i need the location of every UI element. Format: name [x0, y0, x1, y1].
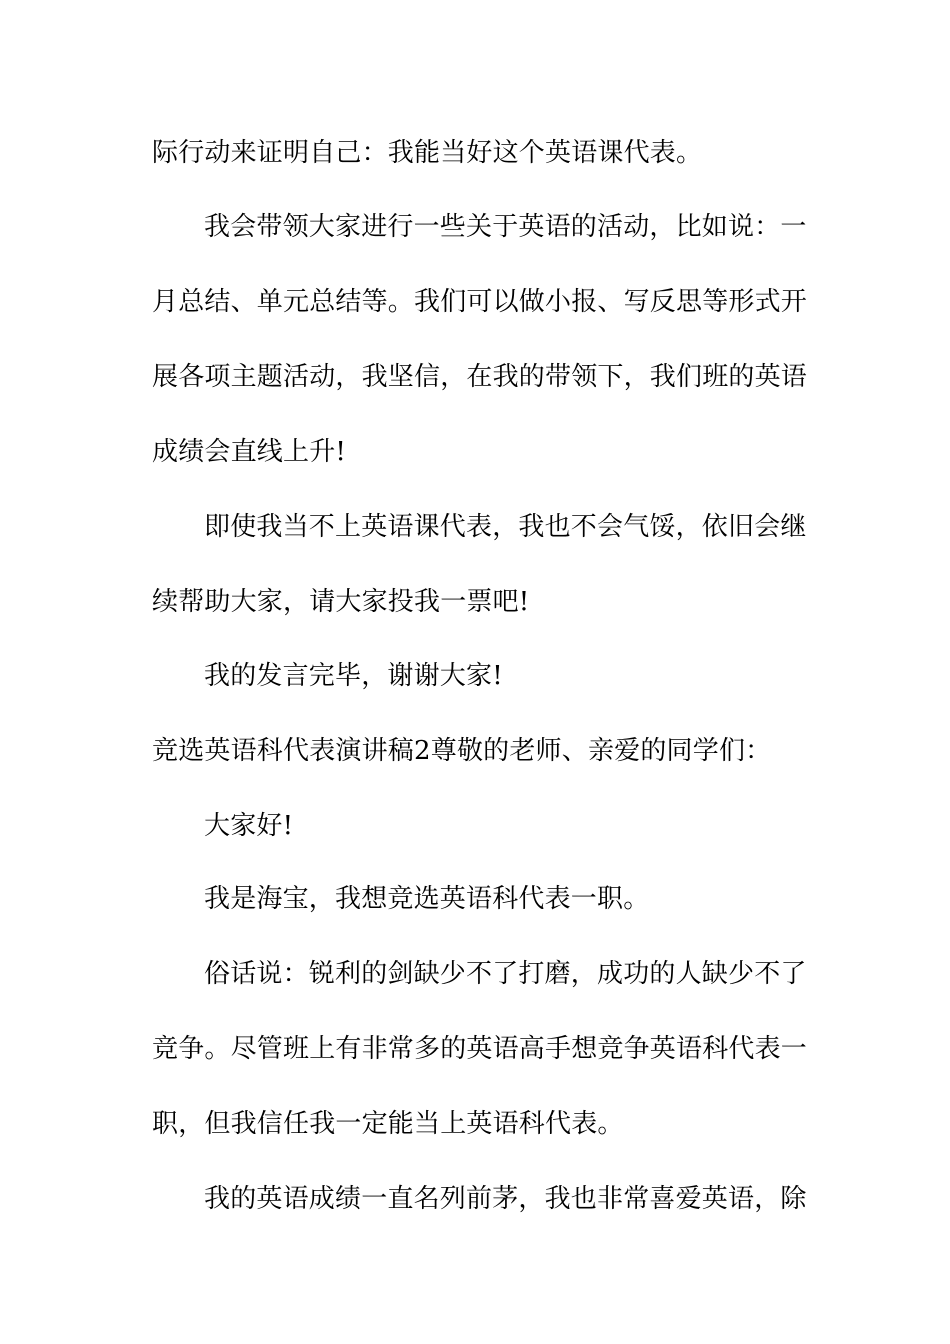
text-line: 展各项主题活动，我坚信，在我的带领下，我们班的英语: [152, 362, 808, 392]
text-line: 我是海宝，我想竞选英语科代表一职。: [204, 884, 650, 914]
text-line: 际行动来证明自己：我能当好这个英语课代表。: [152, 138, 703, 168]
text-line: 我会带领大家进行一些关于英语的活动，比如说：一: [204, 212, 807, 242]
section-heading: 竞选英语科代表演讲稿2尊敬的老师、亲爱的同学们：: [152, 736, 772, 766]
text-line: 竞争。尽管班上有非常多的英语高手想竞争英语科代表一: [152, 1034, 808, 1064]
text-line: 成绩会直线上升!: [152, 437, 347, 467]
text-line: 续帮助大家，请大家投我一票吧!: [152, 587, 530, 617]
text-line: 我的发言完毕，谢谢大家!: [204, 661, 503, 691]
text-line: 大家好!: [204, 811, 294, 841]
text-line: 俗话说：锐利的剑缺少不了打磨，成功的人缺少不了: [204, 959, 807, 989]
text-line: 职，但我信任我一定能当上英语科代表。: [152, 1109, 624, 1139]
text-line: 即使我当不上英语课代表，我也不会气馁，依旧会继: [204, 512, 807, 542]
text-line: 我的英语成绩一直名列前茅，我也非常喜爱英语，除: [204, 1184, 807, 1214]
text-line: 月总结、单元总结等。我们可以做小报、写反思等形式开: [152, 287, 808, 317]
